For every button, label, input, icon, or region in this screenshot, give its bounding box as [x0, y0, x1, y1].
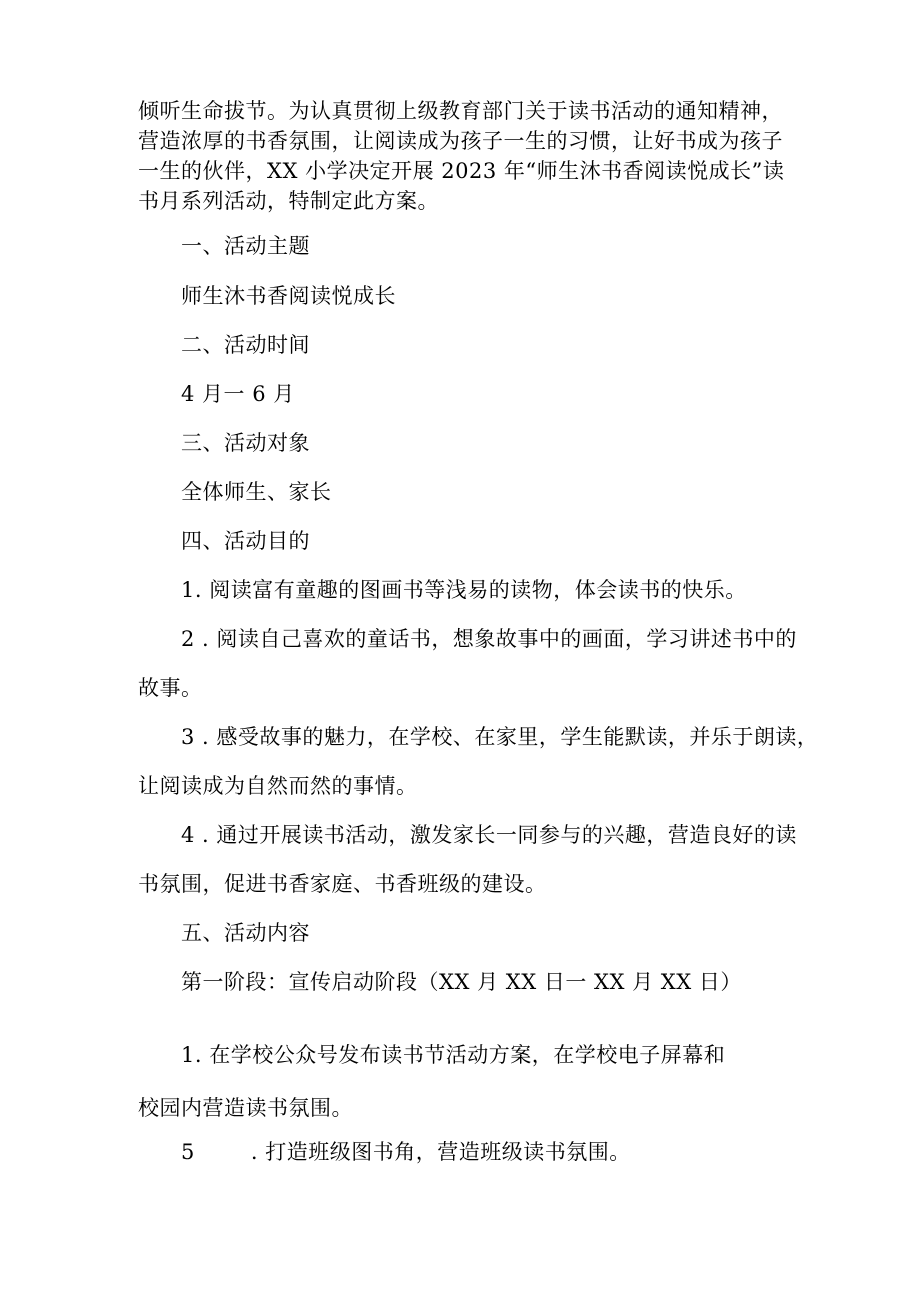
section-heading-content: 五、活动内容 [181, 921, 310, 945]
intro-line: 书月系列活动，特制定此方案。 [138, 189, 439, 213]
stage-1-title: 第一阶段：宣传启动阶段（XX 月 XX 日一 XX 月 XX 日） [181, 970, 742, 994]
time-content: 4 月一 6 月 [181, 382, 295, 406]
goal-item-3-line1: 3 . 感受故事的魅力，在学校、在家里，学生能默读，并乐于朗读， [181, 725, 819, 749]
goal-item-3-line2: 让阅读成为自然而然的事情。 [138, 774, 418, 798]
goal-item-4-line1: 4 . 通过开展读书活动，激发家长一同参与的兴趣，营造良好的读 [181, 823, 797, 847]
intro-line: 一生的伙伴，XX 小学决定开展 2023 年“师生沐书香阅读悦成长”读 [138, 159, 785, 183]
theme-content: 师生沐书香阅读悦成长 [181, 284, 396, 308]
content-item-5-text: . 打造班级图书角，营造班级读书氛围。 [250, 1140, 631, 1164]
section-heading-audience: 三、活动对象 [181, 431, 310, 455]
section-heading-goals: 四、活动目的 [181, 529, 310, 553]
goal-item-4-line2: 书氛围，促进书香家庭、书香班级的建设。 [138, 872, 547, 896]
content-item-5 [181, 1137, 631, 1167]
goal-item-2-line1: 2 . 阅读自己喜欢的童话书，想象故事中的画面，学习讲述书中的 [181, 627, 797, 651]
content-item-1-line1: 1. 在学校公众号发布读书节活动方案，在学校电子屏幕和 [181, 1043, 726, 1067]
audience-content: 全体师生、家长 [181, 480, 332, 504]
intro-paragraph [138, 96, 798, 216]
intro-line: 倾听生命拔节。为认真贯彻上级教育部门关于读书活动的通知精神， [138, 99, 783, 123]
content-item-5-number: 5 [181, 1140, 195, 1164]
goal-item-2-line2: 故事。 [138, 676, 203, 700]
section-heading-theme: 一、活动主题 [181, 234, 310, 258]
section-heading-time: 二、活动时间 [181, 333, 310, 357]
goal-item-1: 1. 阅读富有童趣的图画书等浅易的读物，体会读书的快乐。 [181, 578, 747, 602]
intro-line: 营造浓厚的书香氛围，让阅读成为孩子一生的习惯，让好书成为孩子 [138, 129, 783, 153]
content-item-1-line2: 校园内营造读书氛围。 [138, 1096, 353, 1120]
